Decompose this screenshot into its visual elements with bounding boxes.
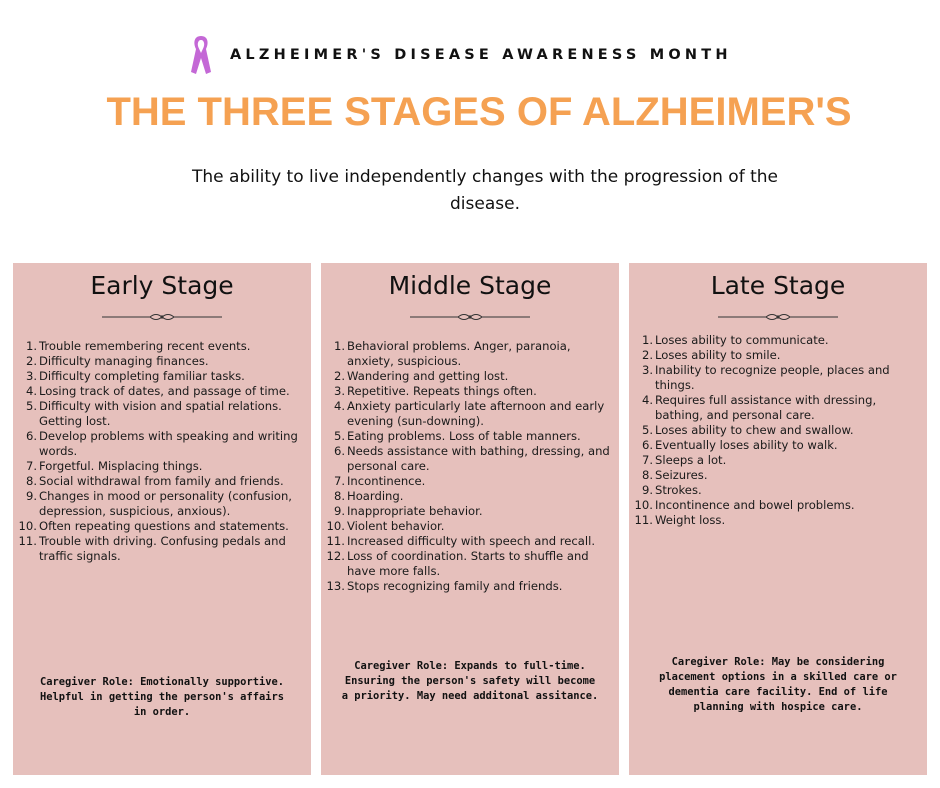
list-item: 6. Needs assistance with bathing, dressing, and personal care. (333, 444, 610, 473)
list-item: 1. Trouble remembering recent events. (25, 339, 251, 353)
list-item: 8. Seizures. (641, 468, 708, 482)
caregiver-role-note: Caregiver Role: Emotionally supportive. Helpful in getting the person's affairs in order. (40, 676, 284, 718)
list-item: 5. Eating problems. Loss of table manners. (333, 429, 581, 443)
list-item: 10. Incontinence and bowel problems. (634, 498, 855, 512)
late-stage-panel (629, 263, 927, 775)
list-item: 1. Behavioral problems. Anger, paranoia, anxiety, suspicious. (333, 339, 571, 368)
list-item: 11. Weight loss. (634, 513, 726, 527)
list-item: 6. Develop problems with speaking and writing words. (25, 429, 298, 458)
list-item: 10. Often repeating questions and statements. (18, 519, 289, 533)
early-stage-panel (13, 263, 311, 775)
symptom-list (321, 339, 619, 594)
ornament-divider-icon (102, 311, 222, 323)
list-item: 2. Difficulty managing finances. (25, 354, 209, 368)
awareness-month-kicker: ALZHEIMER'S DISEASE AWARENESS MONTH (230, 47, 732, 63)
awareness-ribbon-icon (188, 34, 214, 76)
list-item: 7. Incontinence. (333, 474, 426, 488)
list-item: 3. Inability to recognize people, places and things. (641, 363, 890, 392)
list-item: 3. Repetitive. Repeats things often. (333, 384, 537, 398)
list-item: 6. Eventually loses ability to walk. (641, 438, 838, 452)
list-item: 8. Social withdrawal from family and friends. (25, 474, 284, 488)
stage-title: Late Stage (710, 271, 846, 300)
page-subtitle: The ability to live independently changes with the progression of the disease. (192, 167, 778, 214)
list-item: 4. Losing track of dates, and passage of time. (25, 384, 290, 398)
list-item: 8. Hoarding. (333, 489, 404, 503)
list-item: 4. Anxiety particularly late afternoon and early evening (sun-downing). (333, 399, 605, 428)
list-item: 10. Violent behavior. (326, 519, 445, 533)
list-item: 2. Loses ability to smile. (641, 348, 781, 362)
list-item: 12. Loss of coordination. Starts to shuffle and have more falls. (326, 549, 589, 578)
list-item: 4. Requires full assistance with dressing, bathing, and personal care. (641, 393, 877, 422)
list-item: 3. Difficulty completing familiar tasks. (25, 369, 245, 383)
ornament-divider-icon (410, 311, 530, 323)
stage-title: Middle Stage (388, 271, 552, 300)
stage-title: Early Stage (90, 271, 234, 300)
list-item: 9. Changes in mood or personality (confusion, depression, suspicious, anxious). (25, 489, 292, 518)
caregiver-role-note: Caregiver Role: Expands to full-time. Ensuring the person's safety will become a priority. May need additonal assitance. (341, 660, 599, 702)
symptom-list (13, 339, 311, 564)
page-title: THE THREE STAGES OF ALZHEIMER'S (106, 90, 852, 134)
list-item: 9. Inappropriate behavior. (333, 504, 483, 518)
list-item: 13. Stops recognizing family and friends. (326, 579, 563, 593)
list-item: 7. Forgetful. Misplacing things. (25, 459, 203, 473)
middle-stage-panel (321, 263, 619, 775)
list-item: 9. Strokes. (641, 483, 702, 497)
list-item: 11. Trouble with driving. Confusing pedals and traffic signals. (18, 534, 286, 563)
list-item: 7. Sleeps a lot. (641, 453, 727, 467)
ornament-divider-icon (718, 311, 838, 323)
caregiver-role-note: Caregiver Role: May be considering placement options in a skilled care or dementia care facility. End of life planning with hospice care. (659, 656, 897, 713)
list-item: 2. Wandering and getting lost. (333, 369, 509, 383)
list-item: 1. Loses ability to communicate. (641, 333, 829, 347)
header (0, 34, 940, 80)
list-item: 5. Loses ability to chew and swallow. (641, 423, 854, 437)
list-item: 11. Increased difficulty with speech and recall. (326, 534, 596, 548)
list-item: 5. Difficulty with vision and spatial relations. Getting lost. (25, 399, 282, 428)
symptom-list (629, 333, 927, 528)
